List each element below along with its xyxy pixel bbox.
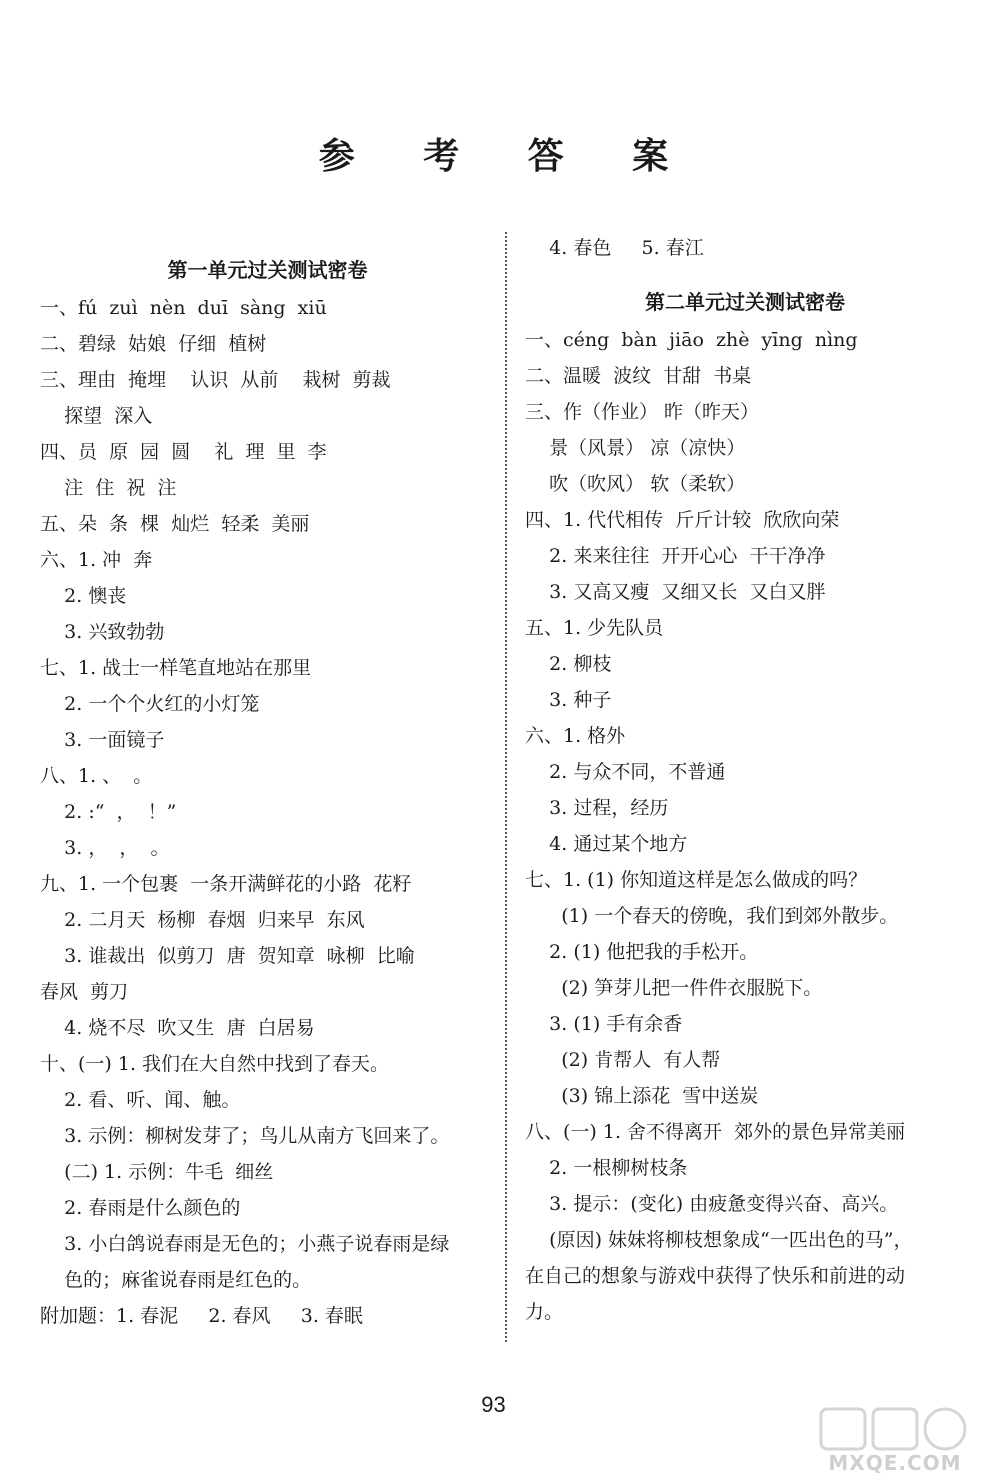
answer-line: 五、朵 条 棵 灿烂 轻柔 美丽 — [40, 513, 310, 535]
answer-line: (3) 锦上添花 雪中送炭 — [525, 1085, 759, 1107]
right-continuation — [525, 230, 965, 266]
answer-line: 力。 — [525, 1301, 564, 1323]
answer-line: 六、1. 格外 — [525, 725, 626, 747]
answer-line: 4. 通过某个地方 — [525, 833, 688, 855]
answer-line: 3. 过程，经历 — [525, 797, 669, 819]
answer-line: 六、1. 冲 奔 — [40, 549, 153, 571]
answer-line: 色的；麻雀说春雨是红色的。 — [40, 1269, 312, 1291]
page-number: 93 — [481, 1392, 506, 1417]
right-column — [525, 230, 965, 1330]
answer-line: 春风 剪刀 — [40, 981, 129, 1003]
answer-line: 3. 提示：(变化) 由疲惫变得兴奋、高兴。 — [525, 1193, 899, 1215]
answer-line: 2. 来来往往 开开心心 干干净净 — [525, 545, 826, 567]
answer-line: 2. 柳枝 — [525, 653, 612, 675]
answer-line: 八、1. 、 。 — [40, 765, 153, 787]
answer-line: 3. 小白鸽说春雨是无色的；小燕子说春雨是绿 — [40, 1233, 450, 1255]
answer-line: 在自己的想象与游戏中获得了快乐和前进的动 — [525, 1265, 906, 1287]
answer-line: 八、(一) 1. 舍不得离开 郊外的景色异常美丽 — [525, 1121, 906, 1143]
answer-line: 景（风景） 凉（凉快） — [525, 437, 746, 459]
unit-one-title: 第一单元过关测试密卷 — [167, 258, 368, 282]
answer-line: 三、理由 掩埋 认识 从前 栽树 剪裁 — [40, 369, 391, 391]
answer-line: (原因) 妹妹将柳枝想象成“一匹出色的马”， — [525, 1229, 913, 1251]
answer-line: (2) 肯帮人 有人帮 — [525, 1049, 721, 1071]
answer-line: 七、1. 战士一样笔直地站在那里 — [40, 657, 312, 679]
answer-line: 九、1. 一个包裹 一条开满鲜花的小路 花籽 — [40, 873, 412, 895]
unit-two-title: 第二单元过关测试密卷 — [645, 290, 845, 314]
answer-line: 2. 春雨是什么颜色的 — [40, 1197, 241, 1219]
right-answer-list — [525, 322, 965, 1330]
watermark-icon — [815, 1405, 975, 1453]
answer-line: 五、1. 少先队员 — [525, 617, 664, 639]
answer-line: 二、温暖 波纹 甘甜 书桌 — [525, 365, 752, 387]
watermark-text: MXQE.COM — [828, 1451, 962, 1475]
answer-line: 探望 深入 — [40, 405, 153, 427]
answer-line: 一、fú zuì nèn duī sàng xiū — [40, 297, 327, 319]
answer-line: 2. 与众不同，不普通 — [525, 761, 726, 783]
answer-line: 2. :“ ， ！” — [40, 801, 177, 823]
answer-line: 四、1. 代代相传 斤斤计较 欣欣向荣 — [525, 509, 840, 531]
answer-line: 一、céng bàn jiāo zhè yīng nìng — [525, 329, 858, 351]
answer-line: (1) 一个春天的傍晚，我们到郊外散步。 — [525, 905, 899, 927]
watermark-logo — [815, 1405, 975, 1475]
answer-line: 3. 示例：柳树发芽了；鸟儿从南方飞回来了。 — [40, 1125, 450, 1147]
left-column — [40, 250, 495, 1334]
answer-line: 吹（吹风） 软（柔软） — [525, 473, 746, 495]
page-title: 参 考 答 案 — [318, 136, 697, 177]
answer-line: 3. ， ， 。 — [40, 837, 170, 859]
column-divider — [505, 232, 507, 1342]
answer-line: 3. (1) 手有余香 — [525, 1013, 683, 1035]
answer-line: 三、作（作业） 昨（昨天） — [525, 401, 760, 423]
answer-line: 七、1. (1) 你知道这样是怎么做成的吗？ — [525, 869, 868, 891]
answer-line: 四、员 原 园 圆 礼 理 里 李 — [40, 441, 327, 463]
answer-line: 2. 一根柳树枝条 — [525, 1157, 688, 1179]
answer-line: 3. 兴致勃勃 — [40, 621, 165, 643]
answer-line: 4. 烧不尽 吹又生 唐 白居易 — [40, 1017, 315, 1039]
answer-line: 2. 懊丧 — [40, 585, 127, 607]
answer-line: 附加题：1. 春泥 2. 春风 3. 春眠 — [40, 1305, 363, 1327]
answer-line: 3. 又高又瘦 又细又长 又白又胖 — [525, 581, 826, 603]
answer-line: 十、(一) 1. 我们在大自然中找到了春天。 — [40, 1053, 390, 1075]
answer-line: 4. 春色 5. 春江 — [525, 237, 704, 259]
answer-line: 3. 谁裁出 似剪刀 唐 贺知章 咏柳 比喻 — [40, 945, 415, 967]
answer-line: 2. (1) 他把我的手松开。 — [525, 941, 759, 963]
answer-line: 注 住 祝 注 — [40, 477, 177, 499]
answer-line: 二、碧绿 姑娘 仔细 植树 — [40, 333, 267, 355]
answer-line: 3. 种子 — [525, 689, 612, 711]
answer-line: 2. 看、听、闻、触。 — [40, 1089, 241, 1111]
answer-line: 2. 一个个火红的小灯笼 — [40, 693, 260, 715]
left-answer-list — [40, 290, 495, 1334]
answer-line: (二) 1. 示例：牛毛 细丝 — [40, 1161, 274, 1183]
answer-line: (2) 笋芽儿把一件件衣服脱下。 — [525, 977, 823, 999]
answer-line: 3. 一面镜子 — [40, 729, 165, 751]
answer-line: 2. 二月天 杨柳 春烟 归来早 东风 — [40, 909, 365, 931]
